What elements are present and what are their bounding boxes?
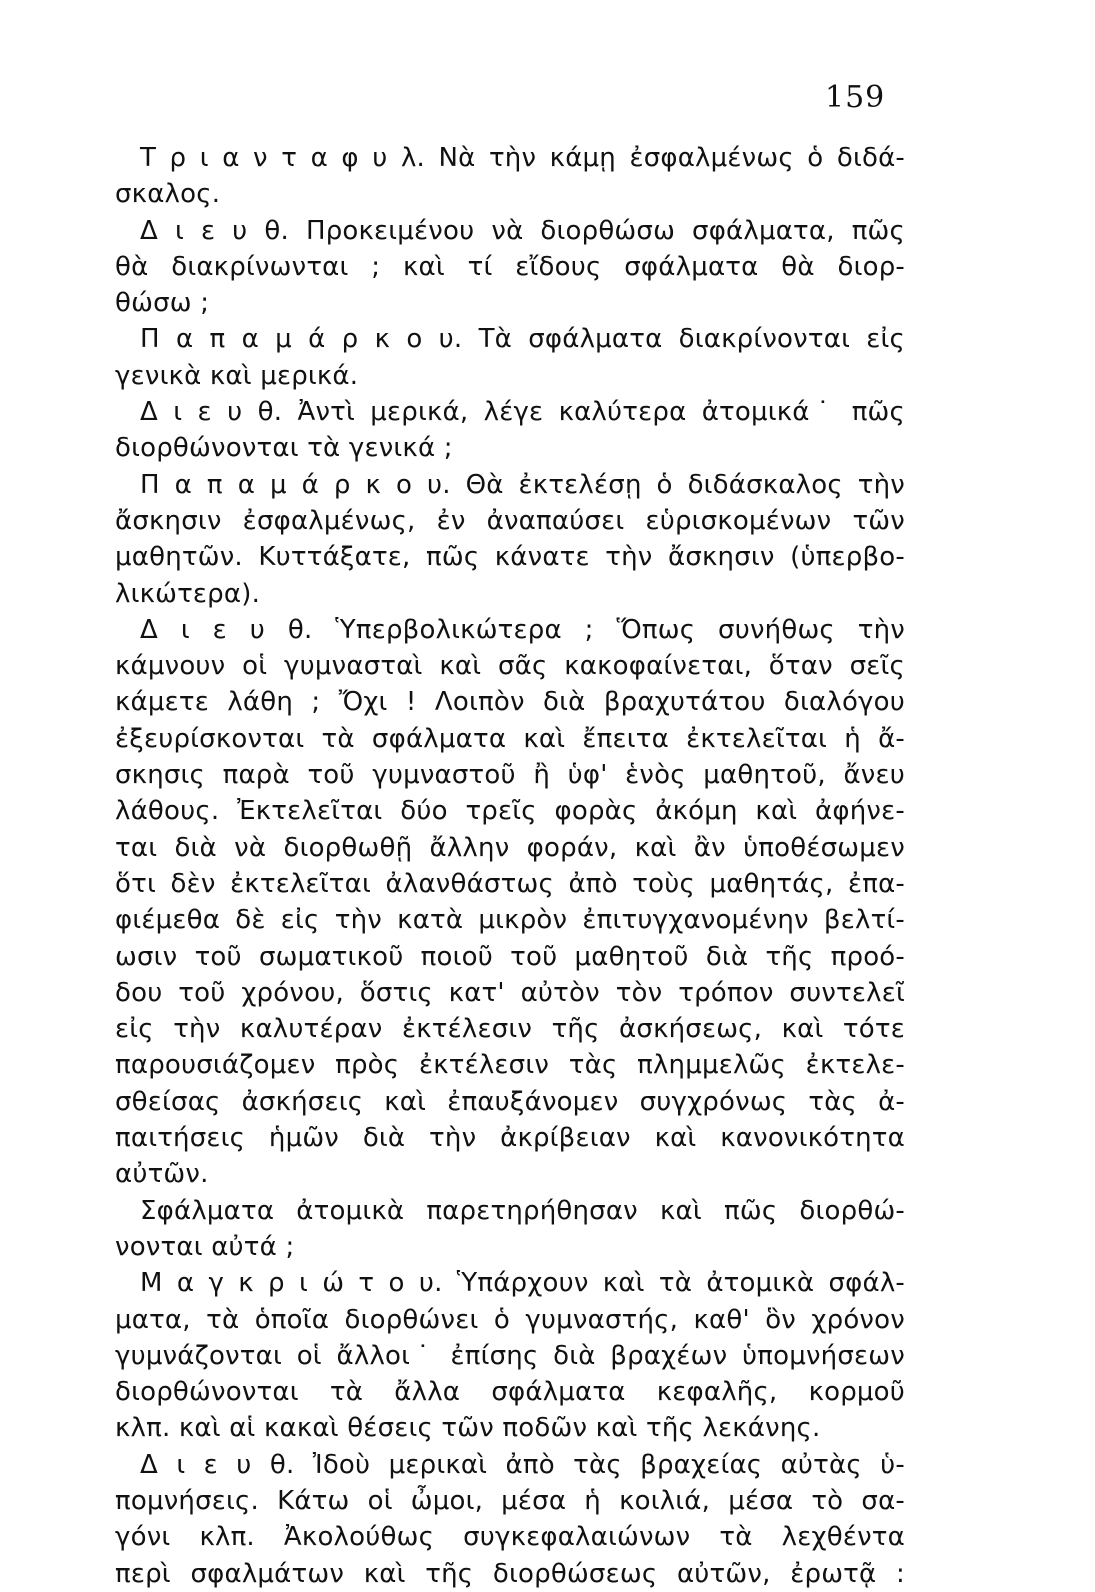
text-line: ἄσκησιν ἐσφαλμένως, ἐν ἀναπαύσει εὑρισκομένων τῶν <box>115 505 905 536</box>
text-line: ται διὰ νὰ διορθωθῇ ἄλλην φοράν, καὶ ἂν ὑποθέσωμεν <box>115 832 905 863</box>
text-line: μαθητῶν. Κυττάξατε, πῶς κάνατε τὴν ἄσκησιν (ὑπερβο- <box>115 542 905 573</box>
body-text <box>115 140 905 1592</box>
text-line: λικώτερα). <box>115 578 261 609</box>
text-line: διορθώνονται τὰ γενικά ; <box>115 433 453 464</box>
text-line: νονται αὐτά ; <box>115 1231 295 1262</box>
text-line: παιτήσεις ἡμῶν διὰ τὴν ἀκρίβειαν καὶ κανονικότητα <box>115 1123 905 1154</box>
text-line: Δ ι ε υ θ. Ὑπερβολικώτερα ; Ὅπως συνήθως τὴν <box>140 614 905 645</box>
page-number: 159 <box>825 80 886 115</box>
text-line: αὐτῶν. <box>115 1159 209 1190</box>
text-line: γόνι κλπ. Ἀκολούθως συγκεφαλαιώνων τὰ λεχθέντα <box>115 1522 905 1553</box>
text-line: Τ ρ ι α ν τ α φ υ λ. Νὰ τὴν κάμῃ ἐσφαλμένως ὁ διδά- <box>140 143 905 173</box>
text-line: κάμνουν οἱ γυμνασταὶ καὶ σᾶς κακοφαίνεται, ὅταν σεῖς <box>115 651 905 682</box>
text-line: κλπ. καὶ αἱ κακαὶ θέσεις τῶν ποδῶν καὶ τῆς λεκάνης. <box>115 1413 821 1444</box>
text-line: Δ ι ε υ θ. Προκειμένου νὰ διορθώσω σφάλματα, πῶς <box>140 215 905 246</box>
text-line: ματα, τὰ ὁποῖα διορθώνει ὁ γυμναστής, καθ' ὃν χρόνον <box>115 1304 905 1335</box>
text-line: λάθους. Ἐκτελεῖται δύο τρεῖς φορὰς ἀκόμη καὶ ἀφήνε- <box>115 796 905 827</box>
text-line: ἐξευρίσκονται τὰ σφάλματα καὶ ἔπειτα ἐκτελεῖται ἡ ἄ- <box>115 723 905 754</box>
text-line: εἰς τὴν καλυτέραν ἐκτέλεσιν τῆς ἀσκήσεως, καὶ τότε <box>115 1014 905 1045</box>
text-line: παρουσιάζομεν πρὸς ἐκτέλεσιν τὰς πλημμελῶς ἐκτελε- <box>115 1050 905 1081</box>
text-line: Μ α γ κ ρ ι ώ τ ο υ. Ὑπάρχουν καὶ τὰ ἀτομικὰ σφάλ- <box>140 1268 905 1299</box>
text-line: ωσιν τοῦ σωματικοῦ ποιοῦ τοῦ μαθητοῦ διὰ τῆς προό- <box>115 941 905 972</box>
text-line: πομνήσεις. Κάτω οἱ ὦμοι, μέσα ἡ κοιλιά, μέσα τὸ σα- <box>115 1485 905 1516</box>
text-line: γυμνάζονται οἱ ἄλλοι˙ ἐπίσης διὰ βραχέων ὑπομνήσεων <box>115 1340 905 1371</box>
text-line: περὶ σφαλμάτων καὶ τῆς διορθώσεως αὐτῶν, ἐρωτᾷ : <box>115 1558 905 1589</box>
text-line: ὅτι δὲν ἐκτελεῖται ἀλανθάστως ἀπὸ τοὺς μαθητάς, ἐπα- <box>115 868 905 899</box>
text-line: κάμετε λάθη ; Ὄχι ! Λοιπὸν διὰ βραχυτάτου διαλόγου <box>115 687 905 718</box>
text-line: Π α π α μ ά ρ κ ο υ. Τὰ σφάλματα διακρίνονται εἰς <box>140 324 905 355</box>
text-line: θώσω ; <box>115 288 210 319</box>
text-line: σθείσας ἀσκήσεις καὶ ἐπαυξάνομεν συγχρόνως τὰς ἀ- <box>115 1086 905 1117</box>
text-line: φιέμεθα δὲ εἰς τὴν κατὰ μικρὸν ἐπιτυγχανομένην βελτί- <box>115 905 905 936</box>
text-line: Σφάλματα ἀτομικὰ παρετηρήθησαν καὶ πῶς διορθώ- <box>140 1195 905 1226</box>
text-line: διορθώνονται τὰ ἄλλα σφάλματα κεφαλῆς, κορμοῦ <box>115 1377 905 1408</box>
text-line: θὰ διακρίνωνται ; καὶ τί εἴδους σφάλματα θὰ διορ- <box>115 251 905 282</box>
text-line: γενικὰ καὶ μερικά. <box>115 360 359 391</box>
text-line: σκησις παρὰ τοῦ γυμναστοῦ ἢ ὑφ' ἑνὸς μαθητοῦ, ἄνευ <box>115 760 905 791</box>
text-line: σκαλος. <box>115 179 221 210</box>
text-line: Π α π α μ ά ρ κ ο υ. Θὰ ἐκτελέσῃ ὁ διδάσκαλος τὴν <box>140 469 905 500</box>
text-line: δου τοῦ χρόνου, ὅστις κατ' αὐτὸν τὸν τρόπον συντελεῖ <box>115 977 905 1008</box>
text-line: Δ ι ε υ θ. Ἀντὶ μερικά, λέγε καλύτερα ἀτομικά˙ πῶς <box>140 397 905 428</box>
text-line: Δ ι ε υ θ. Ἰδοὺ μερικαὶ ἀπὸ τὰς βραχείας αὐτὰς ὑ- <box>140 1449 905 1480</box>
